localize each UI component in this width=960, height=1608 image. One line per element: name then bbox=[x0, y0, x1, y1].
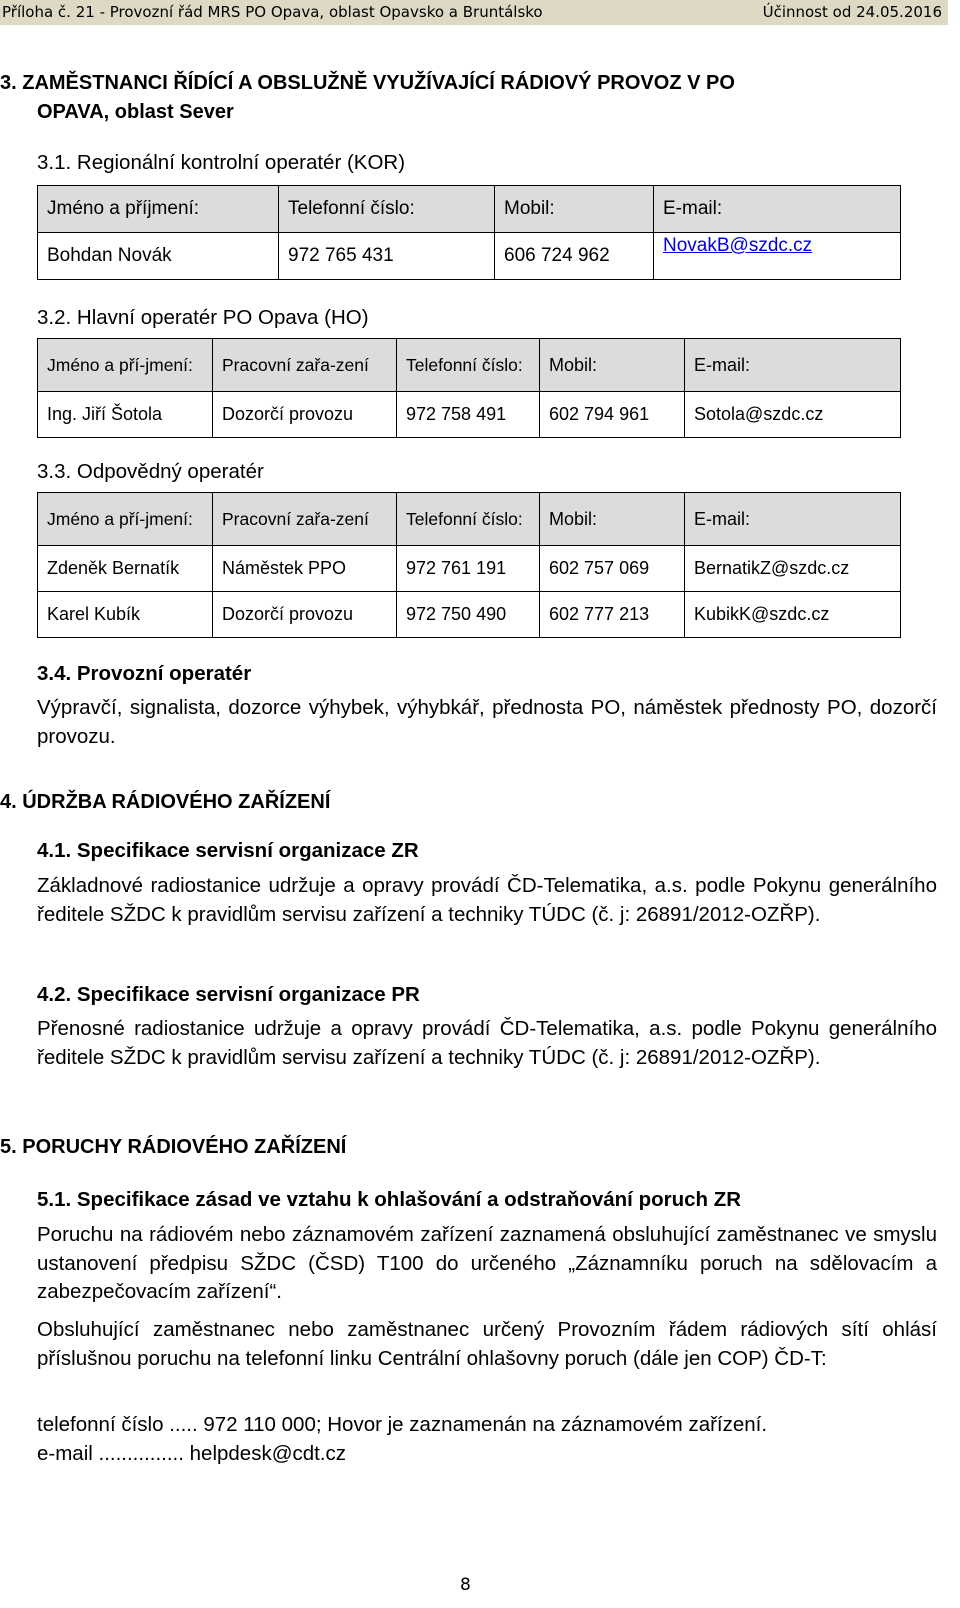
cell-phone: 972 750 490 bbox=[397, 592, 540, 638]
section-3-1-title: 3.1. Regionální kontrolní operatér (KOR) bbox=[37, 151, 406, 174]
kor-table bbox=[37, 185, 901, 280]
table-header-row bbox=[38, 186, 901, 233]
cell-email: Sotola@szdc.cz bbox=[685, 392, 901, 438]
table-header-row bbox=[38, 493, 901, 546]
page-header bbox=[0, 0, 948, 25]
col-header-phone: Telefonní číslo: bbox=[397, 339, 540, 392]
table-row bbox=[38, 392, 901, 438]
cell-name: Zdeněk Bernatík bbox=[38, 546, 213, 592]
cop-email-line: e-mail ............... helpdesk@cdt.cz bbox=[37, 1442, 347, 1465]
cell-email: BernatikZ@szdc.cz bbox=[685, 546, 901, 592]
col-header-phone: Telefonní číslo: bbox=[397, 493, 540, 546]
col-header-name: Jméno a příjmení: bbox=[38, 186, 279, 233]
section-4-2-title: 4.2. Specifikace servisní organizace PR bbox=[37, 983, 420, 1006]
table-row bbox=[38, 546, 901, 592]
cell-email: KubikK@szdc.cz bbox=[685, 592, 901, 638]
section-3-4-title: 3.4. Provozní operatér bbox=[37, 662, 252, 685]
cell-name: Ing. Jiří Šotola bbox=[38, 392, 213, 438]
cell-phone: 972 765 431 bbox=[279, 233, 495, 280]
col-header-name: Jméno a pří-jmení: bbox=[38, 339, 213, 392]
cell-mobile: 602 777 213 bbox=[540, 592, 685, 638]
col-header-position: Pracovní zařa-zení bbox=[213, 493, 397, 546]
section-5-1-paragraph-1: Poruchu na rádiovém nebo záznamovém zařízení zaznamená obsluhující zaměstnanec ve smyslu ustanovení předpisu SŽDC (ČSD) T100 do určeného „Záznamníku poruch na sdělovacím a zabezpečovacím zařízení“. bbox=[37, 1223, 937, 1303]
section-4-2-text: Přenosné radiostanice udržuje a opravy provádí ČD-Telematika, a.s. podle Pokynu generálního ředitele SŽDC k pravidlům servisu zařízení a techniky TÚDC (č. j: 26891/2012-OZŘP). bbox=[37, 1017, 937, 1069]
cell-position: Dozorčí provozu bbox=[213, 592, 397, 638]
table-row bbox=[38, 233, 901, 280]
col-header-email: E-mail: bbox=[685, 493, 901, 546]
cell-phone: 972 758 491 bbox=[397, 392, 540, 438]
cell-phone: 972 761 191 bbox=[397, 546, 540, 592]
section-5-1-title: 5.1. Specifikace zásad ve vztahu k ohlašování a odstraňování poruch ZR bbox=[37, 1188, 742, 1211]
cell-email bbox=[654, 233, 901, 280]
col-header-mobile: Mobil: bbox=[495, 186, 654, 233]
cell-mobile: 602 757 069 bbox=[540, 546, 685, 592]
col-header-mobile: Mobil: bbox=[540, 493, 685, 546]
section-3-3-title: 3.3. Odpovědný operatér bbox=[37, 460, 264, 483]
col-header-email: E-mail: bbox=[685, 339, 901, 392]
email-link[interactable]: NovakB@szdc.cz bbox=[663, 235, 813, 256]
table-row bbox=[38, 592, 901, 638]
table-header-row bbox=[38, 339, 901, 392]
section-4-1-text: Základnové radiostanice udržuje a opravy provádí ČD-Telematika, a.s. podle Pokynu generálního ředitele SŽDC k pravidlům servisu zařízení a techniky TÚDC (č. j: 26891/2012-OZŘP). bbox=[37, 874, 937, 926]
col-header-position: Pracovní zařa-zení bbox=[213, 339, 397, 392]
section-4-1-title: 4.1. Specifikace servisní organizace ZR bbox=[37, 839, 419, 862]
section-5-title: 5. PORUCHY RÁDIOVÉHO ZAŘÍZENÍ bbox=[0, 1136, 347, 1158]
cell-mobile: 602 794 961 bbox=[540, 392, 685, 438]
header-left: Příloha č. 21 - Provozní řád MRS PO Opava, oblast Opavsko a Bruntálsko bbox=[2, 3, 543, 21]
section-3-2-title: 3.2. Hlavní operatér PO Opava (HO) bbox=[37, 306, 369, 329]
responsible-operator-table bbox=[37, 492, 901, 638]
col-header-phone: Telefonní číslo: bbox=[279, 186, 495, 233]
cell-mobile: 606 724 962 bbox=[495, 233, 654, 280]
page-number: 8 bbox=[460, 1575, 471, 1595]
col-header-email: E-mail: bbox=[654, 186, 901, 233]
ho-table bbox=[37, 338, 901, 438]
cell-name: Karel Kubík bbox=[38, 592, 213, 638]
cell-position: Dozorčí provozu bbox=[213, 392, 397, 438]
col-header-name: Jméno a pří-jmení: bbox=[38, 493, 213, 546]
section-5-1-paragraph-2: Obsluhující zaměstnanec nebo zaměstnanec určený Provozním řádem rádiových sítí ohlásí příslušnou poruchu na telefonní linku Centrální ohlašovny poruch (dále jen COP) ČD-T: bbox=[37, 1318, 937, 1370]
cop-phone-line: telefonní číslo ..... 972 110 000; Hovor je zaznamenán na záznamovém zařízení. bbox=[37, 1413, 768, 1436]
cell-name: Bohdan Novák bbox=[38, 233, 279, 280]
section-3-title-line1: 3. ZAMĚSTNANCI ŘÍDÍCÍ A OBSLUŽNĚ VYUŽÍVAJÍCÍ RÁDIOVÝ PROVOZ V PO bbox=[0, 72, 735, 94]
header-right: Účinnost od 24.05.2016 bbox=[762, 3, 942, 21]
cell-position: Náměstek PPO bbox=[213, 546, 397, 592]
section-4-title: 4. ÚDRŽBA RÁDIOVÉHO ZAŘÍZENÍ bbox=[0, 791, 331, 813]
col-header-mobile: Mobil: bbox=[540, 339, 685, 392]
section-3-title-line2: OPAVA, oblast Sever bbox=[37, 101, 234, 123]
section-3-4-text: Výpravčí, signalista, dozorce výhybek, výhybkář, přednosta PO, náměstek přednosty PO, dozorčí provozu. bbox=[37, 696, 937, 748]
